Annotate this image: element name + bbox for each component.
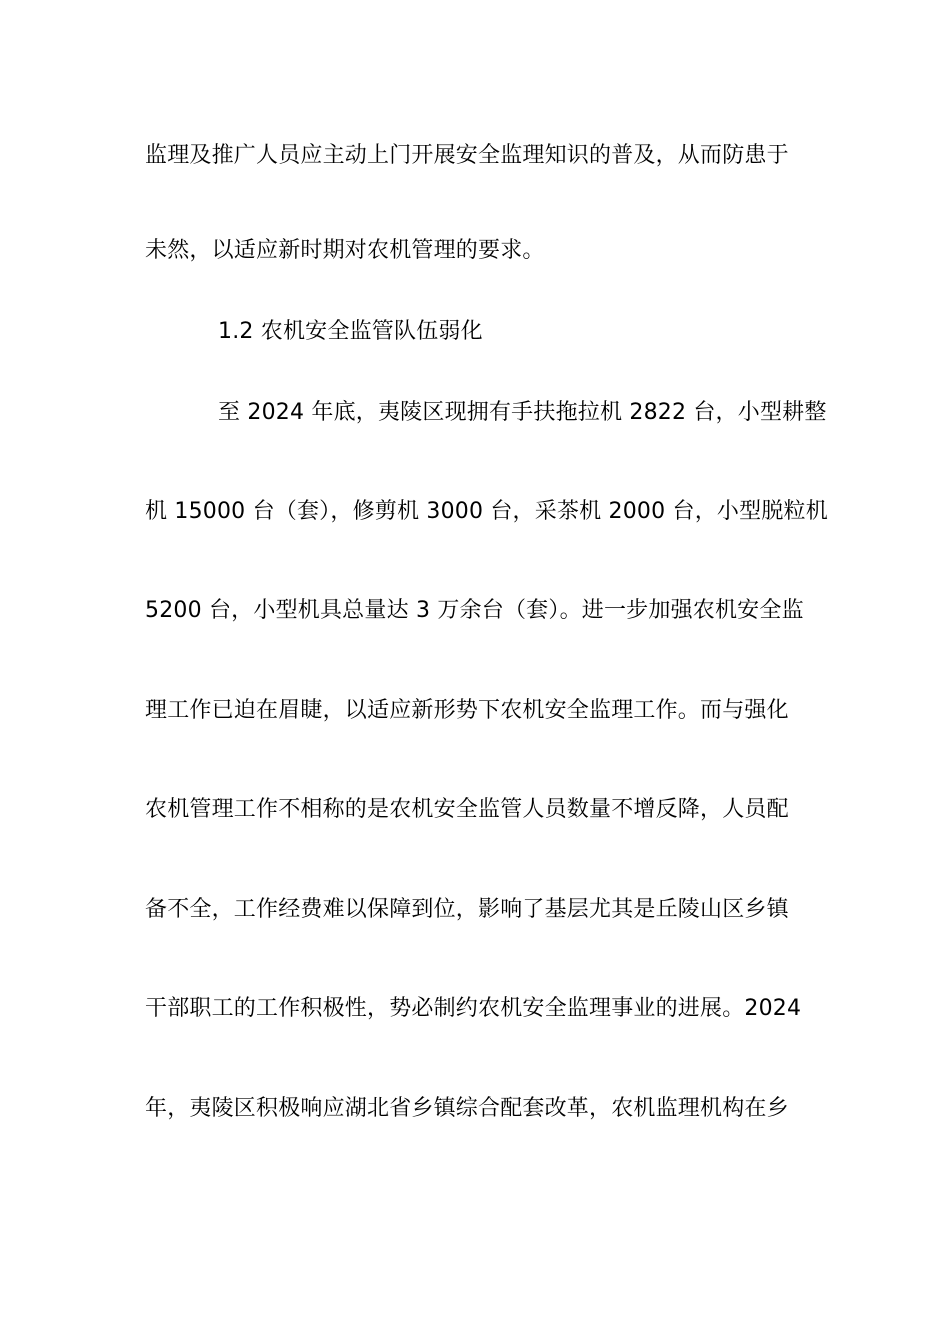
paragraph-line: 年，夷陵区积极响应湖北省乡镇综合配套改革，农机监理机构在乡 xyxy=(145,1096,789,1121)
paragraph-line: 监理及推广人员应主动上门开展安全监理知识的普及，从而防患于 xyxy=(145,143,789,168)
paragraph-line: 5200 台，小型机具总量达 3 万余台（套）。进一步加强农机安全监 xyxy=(145,598,804,623)
paragraph-line: 未然，以适应新时期对农机管理的要求。 xyxy=(145,238,545,263)
paragraph-line: 备不全，工作经费难以保障到位，影响了基层尤其是丘陵山区乡镇 xyxy=(145,897,789,922)
paragraph-line: 理工作已迫在眉睫，以适应新形势下农机安全监理工作。而与强化 xyxy=(145,698,789,723)
paragraph-line: 机 15000 台（套），修剪机 3000 台，采茶机 2000 台，小型脱粒机 xyxy=(145,499,828,524)
section-heading: 1.2 农机安全监管队伍弱化 xyxy=(218,319,483,344)
paragraph-line: 农机管理工作不相称的是农机安全监管人员数量不增反降，人员配 xyxy=(145,797,789,822)
paragraph-line: 干部职工的工作积极性，势必制约农机安全监理事业的进展。2024 xyxy=(145,996,802,1021)
paragraph-line: 至 2024 年底，夷陵区现拥有手扶拖拉机 2822 台，小型耕整 xyxy=(218,400,827,425)
